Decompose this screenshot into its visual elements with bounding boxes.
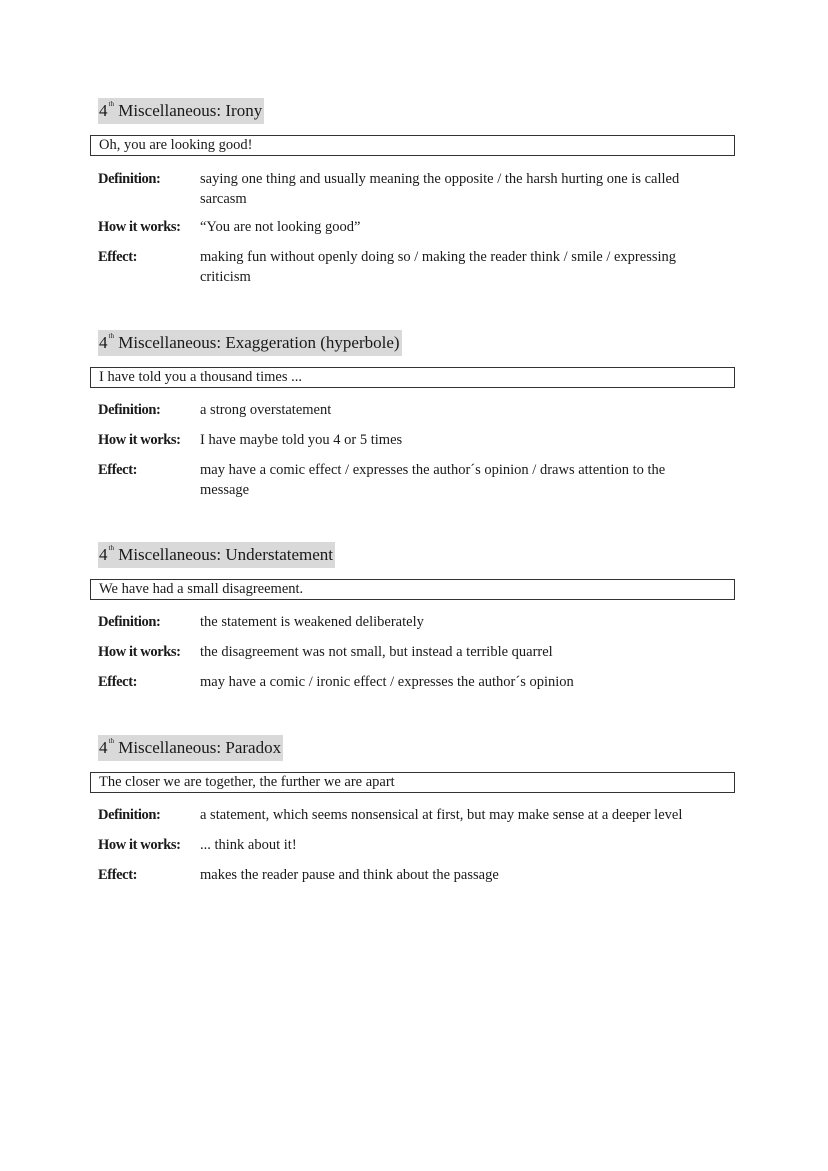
section-heading bbox=[98, 735, 283, 761]
heading-number: 4 bbox=[99, 545, 108, 564]
how-it-works-value: the disagreement was not small, but instead a terrible quarrel bbox=[200, 644, 553, 660]
effect-label: Effect: bbox=[98, 674, 138, 690]
heading-number: 4 bbox=[99, 738, 108, 757]
definition-value: the statement is weakened deliberately bbox=[200, 614, 424, 630]
effect-label: Effect: bbox=[98, 249, 138, 265]
effect-value: makes the reader pause and think about the passage bbox=[200, 867, 499, 883]
example-box: The closer we are together, the further we are apart bbox=[90, 772, 735, 793]
definition-label: Definition: bbox=[98, 402, 161, 418]
heading-ordinal: th bbox=[108, 100, 114, 108]
definition-value: a strong overstatement bbox=[200, 402, 332, 418]
section-heading bbox=[98, 542, 335, 568]
heading-number: 4 bbox=[99, 333, 108, 352]
example-box: We have had a small disagreement. bbox=[90, 579, 735, 600]
how-it-works-value: I have maybe told you 4 or 5 times bbox=[200, 432, 403, 448]
how-it-works-value: “You are not looking good” bbox=[200, 219, 361, 235]
definition-label: Definition: bbox=[98, 171, 161, 187]
heading-ordinal: th bbox=[108, 737, 114, 745]
definition-label: Definition: bbox=[98, 807, 161, 823]
effect-value: may have a comic effect / expresses the author´s opinion / draws attention to the message bbox=[200, 462, 666, 498]
heading-title: Miscellaneous: Understatement bbox=[118, 545, 334, 564]
how-it-works-value: ... think about it! bbox=[200, 837, 297, 853]
heading-ordinal: th bbox=[108, 544, 114, 552]
example-box: I have told you a thousand times ... bbox=[90, 367, 735, 388]
heading-number: 4 bbox=[99, 101, 108, 120]
effect-value: making fun without openly doing so / making the reader think / smile / expressing criticism bbox=[200, 249, 677, 285]
how-it-works-label: How it works: bbox=[98, 432, 181, 448]
how-it-works-label: How it works: bbox=[98, 219, 181, 235]
section-heading bbox=[98, 98, 264, 124]
how-it-works-label: How it works: bbox=[98, 837, 181, 853]
definition-label: Definition: bbox=[98, 614, 161, 630]
heading-title: Miscellaneous: Irony bbox=[118, 101, 263, 120]
section-heading bbox=[98, 330, 402, 356]
how-it-works-label: How it works: bbox=[98, 644, 181, 660]
effect-value: may have a comic / ironic effect / expresses the author´s opinion bbox=[200, 674, 574, 690]
definition-value: a statement, which seems nonsensical at first, but may make sense at a deeper level bbox=[200, 807, 683, 823]
definition-value: saying one thing and usually meaning the opposite / the harsh hurting one is called sarcasm bbox=[200, 171, 680, 207]
effect-label: Effect: bbox=[98, 462, 138, 478]
heading-title: Miscellaneous: Paradox bbox=[118, 738, 282, 757]
effect-label: Effect: bbox=[98, 867, 138, 883]
heading-title: Miscellaneous: Exaggeration (hyperbole) bbox=[118, 333, 400, 352]
example-box: Oh, you are looking good! bbox=[90, 135, 735, 156]
heading-ordinal: th bbox=[108, 332, 114, 340]
